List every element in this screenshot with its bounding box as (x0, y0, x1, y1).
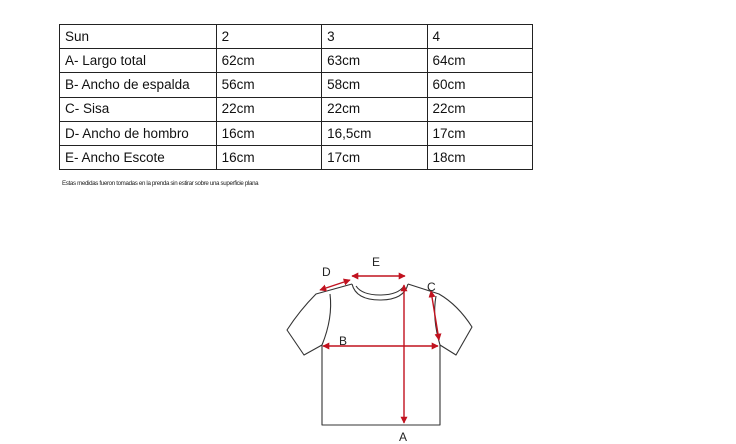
table-cell: 22cm (322, 97, 427, 121)
table-cell: E- Ancho Escote (60, 145, 217, 169)
table-cell: 16,5cm (322, 121, 427, 145)
label-b: B (339, 334, 348, 348)
table-cell: 56cm (216, 73, 321, 97)
table-cell: B- Ancho de espalda (60, 73, 217, 97)
table-cell: 22cm (427, 97, 532, 121)
table-cell: 16cm (216, 145, 321, 169)
table-header-cell: 2 (216, 25, 321, 49)
label-d: D (322, 265, 331, 279)
table-header-cell: 3 (322, 25, 427, 49)
table-header-cell: Sun (60, 25, 217, 49)
measurement-note: Estas medidas fueron tomadas en la prenda sin estirar sobre una superficie plana (62, 180, 259, 187)
table-cell: D- Ancho de hombro (60, 121, 217, 145)
label-c: C (427, 280, 436, 294)
arrow-c (431, 291, 439, 340)
tshirt-outline-icon (287, 284, 472, 425)
table-cell: 16cm (216, 121, 321, 145)
table-cell: C- Sisa (60, 97, 217, 121)
table-cell: 17cm (427, 121, 532, 145)
label-a: A (399, 430, 408, 444)
table-cell: 18cm (427, 145, 532, 169)
table-cell: 60cm (427, 73, 532, 97)
table-cell: 17cm (322, 145, 427, 169)
table-cell: 58cm (322, 73, 427, 97)
measurement-arrows (320, 276, 439, 423)
table-cell: 22cm (216, 97, 321, 121)
label-e: E (372, 255, 381, 269)
table-cell: A- Largo total (60, 49, 217, 73)
table-cell: 63cm (322, 49, 427, 73)
table-cell: 62cm (216, 49, 321, 73)
table-cell: 64cm (427, 49, 532, 73)
table-header-cell: 4 (427, 25, 532, 49)
